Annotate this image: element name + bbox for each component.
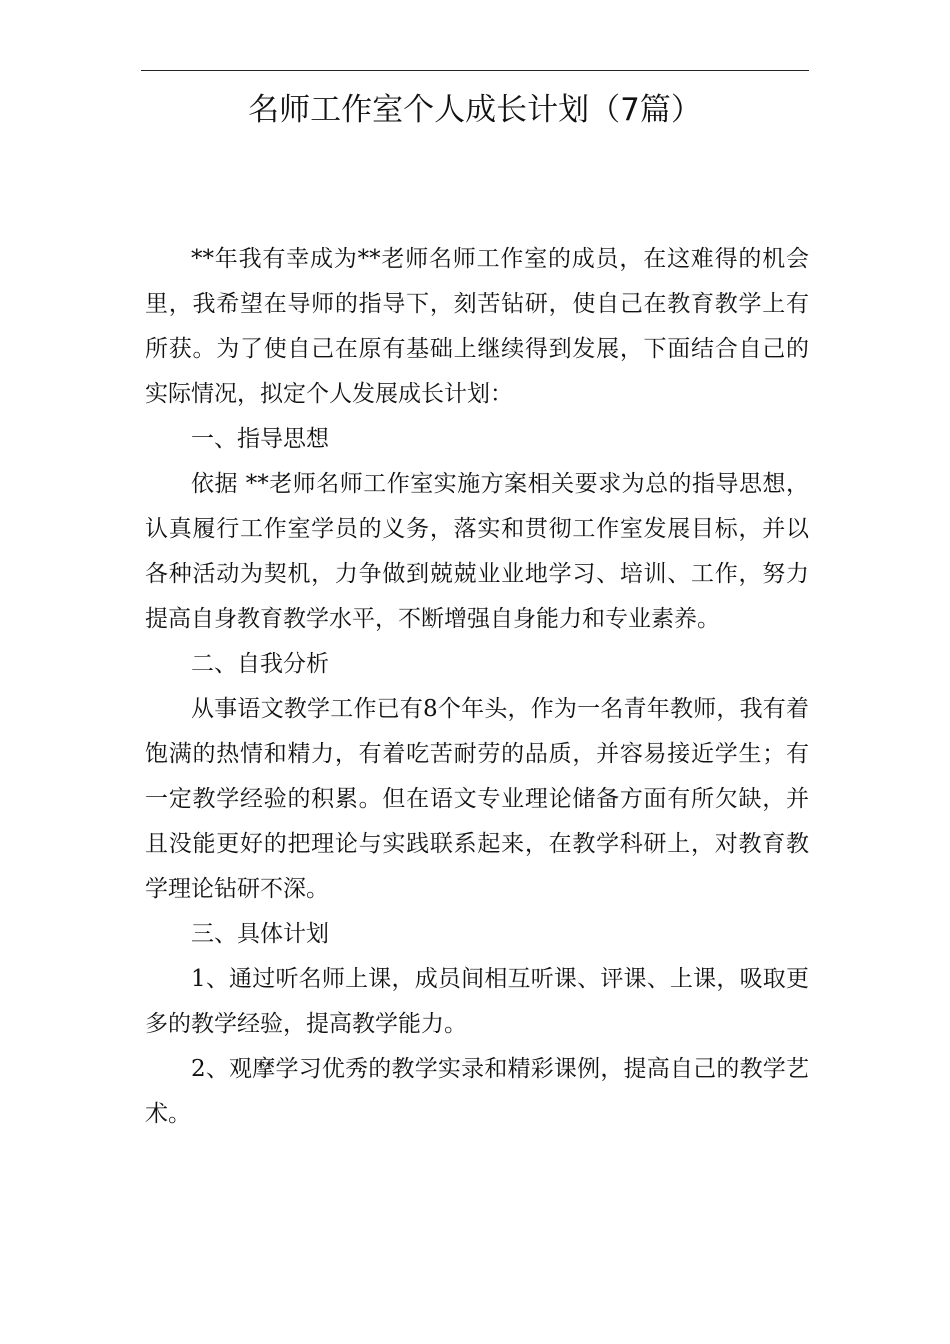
- document-body: [145, 237, 809, 1137]
- document-title: 名师工作室个人成长计划（7篇）: [248, 92, 702, 128]
- self-analysis-paragraph: 从事语文教学工作已有8个年头，作为一名青年教师，我有着饱满的热情和精力，有着吃苦耐劳的品质，并容易接近学生；有一定教学经验的积累。但在语文专业理论储备方面有所欠缺，并且没能更好的把理论与实践联系起来，在教学科研上，对教育教学理论钻研不深。: [145, 696, 809, 902]
- header-rule: [141, 70, 809, 71]
- plan-item-2: 2、观摩学习优秀的教学实录和精彩课例，提高自己的教学艺术。: [145, 1056, 809, 1127]
- guiding-thought-paragraph: 依据 **老师名师工作室实施方案相关要求为总的指导思想，认真履行工作室学员的义务，落实和贯彻工作室发展目标，并以各种活动为契机，力争做到兢兢业业地学习、培训、工作，努力提高自身教育教学水平，不断增强自身能力和专业素养。: [145, 471, 809, 632]
- plan-item-1: 1、通过听名师上课，成员间相互听课、评课、上课，吸取更多的教学经验，提高教学能力。: [145, 966, 809, 1037]
- section-heading-self-analysis: 二、自我分析: [191, 651, 329, 677]
- intro-paragraph: **年我有幸成为**老师名师工作室的成员，在这难得的机会里，我希望在导师的指导下，刻苦钻研，使自己在教育教学上有所获。为了使自己在原有基础上继续得到发展，下面结合自己的实际情况，拟定个人发展成长计划：: [145, 246, 809, 407]
- section-heading-guiding-thought: 一、指导思想: [191, 426, 329, 452]
- section-heading-specific-plan: 三、具体计划: [191, 921, 329, 947]
